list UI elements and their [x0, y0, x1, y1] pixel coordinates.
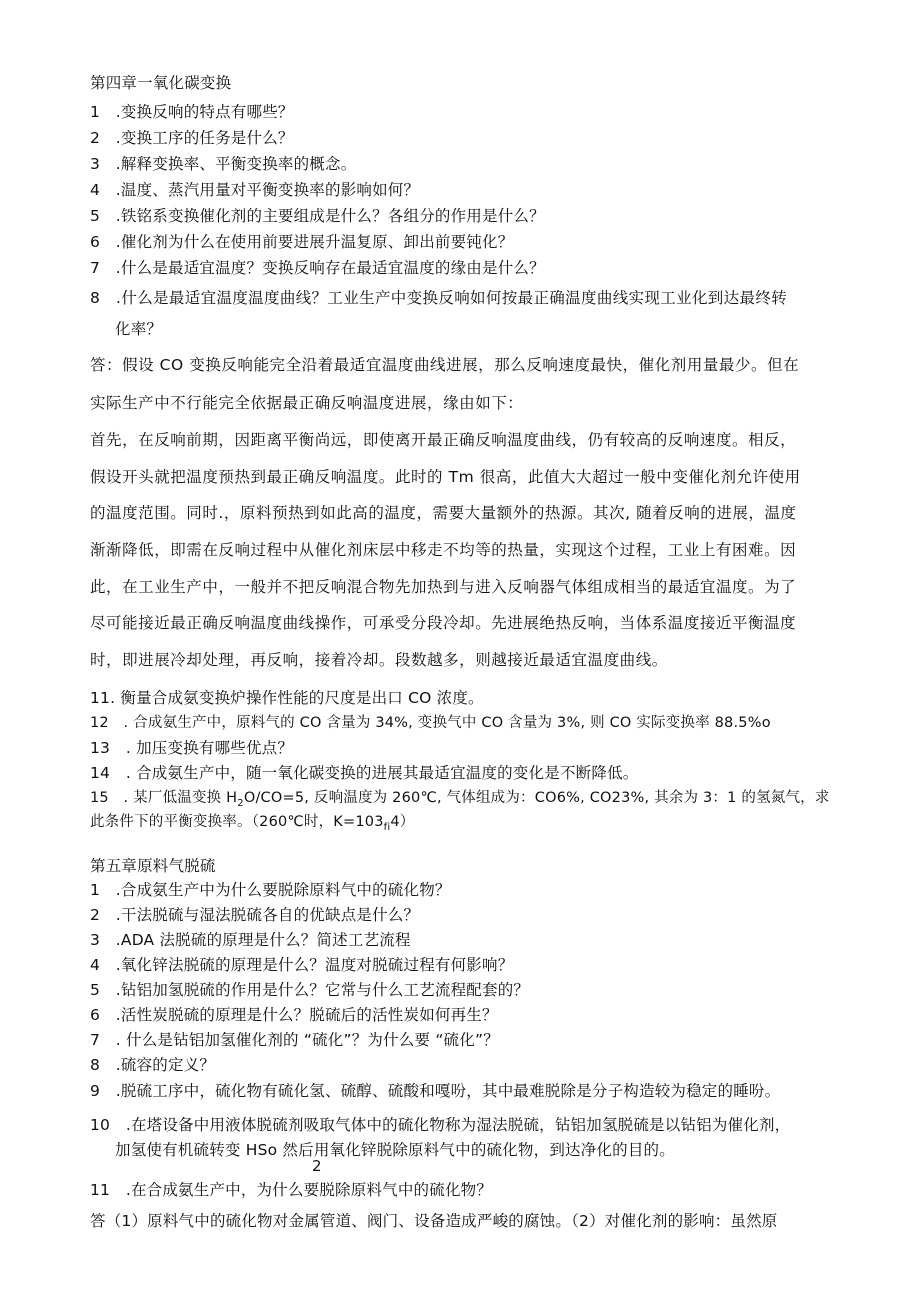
chapter-5-title: 第五章原料气脱硫: [90, 857, 216, 875]
ch5-question-2: 2 .干法脱硫与湿法脱硫各自的优缺点是什么？: [90, 906, 420, 924]
q15-subscript: 2: [237, 797, 244, 809]
ch4-question-5: 5 .铁铭系变换催化剂的主要组成是什么？各组分的作用是什么？: [90, 207, 545, 225]
ch4-question-1: 1 .变换反响的特点有哪些？: [90, 103, 294, 121]
ch4-answer-line-9: 时，即进展冷却处理，再反响，接着冷却。段数越多，则越接近最适宜温度曲线。: [90, 651, 668, 669]
ch5-question-4: 4 .氧化锌法脱硫的原理是什么？温度对脱硫过程有何影响？: [90, 956, 514, 974]
ch5-question-10-line-1: 10 .在塔设备中用液体脱硫剂吸取气体中的硫化物称为湿法脱硫，钻铝加氢脱硫是以钻铝为催化剂，: [90, 1116, 791, 1134]
ch4-question-6: 6 .催化剂为什么在使用前要进展升温复原、卸出前要钝化？: [90, 233, 514, 251]
ch4-question-4: 4 .温度、蒸汽用量对平衡变换率的影响如何？: [90, 181, 420, 199]
ch4-question-8-line-2: 化率？: [115, 320, 163, 338]
q15-text-before: 15 . 某厂低温变换 H: [90, 790, 238, 806]
ch5-question-3: 3 .ADA 法脱硫的原理是什么？简述工艺流程: [90, 931, 411, 949]
ch5-question-11: 11 .在合成氨生产中，为什么要脱除原料气中的硫化物？: [90, 1181, 493, 1199]
ch4-answer-line-3: 首先，在反响前期，因距离平衡尚远，即使离开最正确反响温度曲线，仍有较高的反响速度。相反，: [90, 431, 797, 449]
ch4-question-7: 7 .什么是最适宜温度？变换反响存在最适宜温度的缘由是什么？: [90, 259, 545, 277]
ch5-question-8: 8 .硫容的定义？: [90, 1056, 216, 1074]
chapter-4-title: 第四章一氧化碳变换: [90, 74, 232, 92]
ch5-question-1: 1 .合成氨生产中为什么要脱除原料气中的硫化物？: [90, 881, 451, 899]
q15-text-after: O/CO=5, 反响温度为 260℃, 气体组成为：CO6%, CO23%, 其余为 3：1 的氢氮气，求: [243, 790, 830, 806]
ch4-answer-line-4: 假设开头就把温度预热到最正确反响温度。此时的 Tm 很高，此值大大超过一般中变催化剂允许使用: [90, 468, 801, 486]
ch4-answer-line-6: 渐渐降低，即需在反响过程中从催化剂床层中移走不均等的热量，实现这个过程，工业上有困难。因: [90, 541, 797, 559]
ch4-question-11: 11. 衡量合成氨变换炉操作性能的尺度是出口 CO 浓度。: [90, 689, 484, 707]
ch4-question-2: 2 .变换工序的任务是什么？: [90, 129, 294, 147]
ch4-answer-line-7: 此，在工业生产中，一般并不把反响混合物先加热到与进入反响器气体组成相当的最适宜温度。为了: [90, 578, 797, 596]
ch4-answer-line-5: 的温度范围。同时.，原料预热到如此高的温度，需要大量额外的热源。其次, 随着反响的进展，温度: [90, 504, 797, 522]
ch4-answer-line-1: 答：假设 CO 变换反响能完全沿着最适宜温度曲线进展，那么反响速度最快，催化剂用量最少。但在: [90, 356, 800, 374]
ch4-question-13: 13 . 加压变换有哪些优点？: [90, 739, 294, 757]
ch4-answer-line-8: 尽可能接近最正确反响温度曲线操作，可承受分段冷却。先进展绝热反响，当体系温度接近平衡温度: [90, 614, 797, 632]
ch5-question-6: 6 .活性炭脱硫的原理是什么？脱硫后的活性炭如何再生？: [90, 1006, 498, 1024]
ch5-question-10-subscript: 2: [312, 1157, 322, 1175]
ch4-answer-line-2: 实际生产中不行能完全依据最正确反响温度进展，缘由如下：: [90, 394, 524, 412]
ch4-question-12: 12 . 合成氨生产中，原料气的 CO 含量为 34%, 变换气中 CO 含量为 3%, 则 CO 实际变换率 88.5%o: [90, 715, 771, 731]
ch5-question-9: 9 .脱硫工序中，硫化物有硫化氢、硫醇、硫酸和嘎吩，其中最难脱除是分子构造较为稳定的睡吩。: [90, 1082, 781, 1100]
q15-l2-text-after: 4）: [390, 814, 415, 830]
ch4-question-3: 3 .解释变换率、平衡变换率的概念。: [90, 155, 357, 173]
q15-l2-subscript: fi: [383, 821, 391, 833]
ch5-question-7: 7 . 什么是钻铝加氢催化剂的 “硫化”？为什么要 “硫化”？: [90, 1031, 499, 1049]
q15-l2-text-before: 此条件下的平衡变换率。（260℃时，K=103: [90, 814, 384, 830]
ch5-question-10-line-2: 加氢使有机硫转变 HSo 然后用氧化锌脱除原料气中的硫化物，到达净化的目的。: [115, 1141, 675, 1159]
ch4-question-8-line-1: 8 .什么是最适宜温度温度曲线？工业生产中变换反响如何按最正确温度曲线实现工业化到达最终转: [90, 289, 788, 307]
ch4-question-15-line-2: [90, 812, 415, 838]
ch5-question-5: 5 .钻铝加氢脱硫的作用是什么？它常与什么工艺流程配套的？: [90, 981, 530, 999]
ch5-answer-line-1: 答（1）原料气中的硫化物对金属管道、阀门、设备造成严峻的腐蚀。（2）对催化剂的影响：虽然原: [90, 1212, 778, 1230]
ch4-question-14: 14 . 合成氨生产中，随一氧化碳变换的进展其最适宜温度的变化是不断降低。: [90, 764, 639, 782]
ch4-question-15-line-1: [90, 788, 830, 814]
